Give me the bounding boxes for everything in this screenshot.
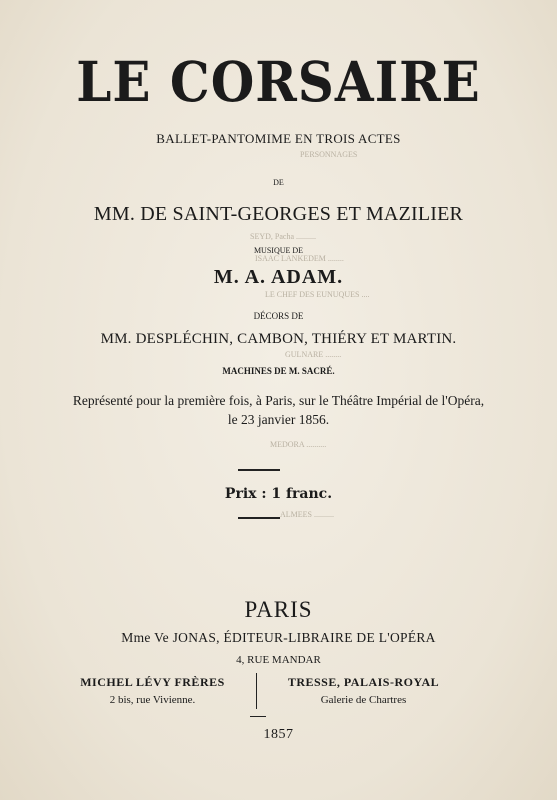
left-bookseller: [70, 675, 235, 706]
divider-top: [238, 469, 280, 471]
composer: M. A. ADAM.: [213, 266, 344, 288]
performance-line-2: le 23 janvier 1856.: [227, 412, 330, 427]
show-through-text: LE CHEF DES EUNUQUES ....: [265, 290, 370, 299]
show-through-text: GULNARE ........: [285, 350, 342, 359]
subtitle: BALLET-PANTOMIME EN TROIS ACTES: [156, 131, 401, 146]
decor-label: DÉCORS DE: [253, 311, 304, 321]
designers: MM. DESPLÉCHIN, CAMBON, THIÉRY ET MARTIN.: [100, 331, 457, 347]
de-label: DE: [273, 178, 284, 187]
performance-line-1: Représenté pour la première fois, à Paris, sur le Théâtre Impérial de l'Opéra,: [72, 393, 485, 408]
right-bookseller: [276, 675, 451, 706]
price: Prix : 1 franc.: [224, 486, 333, 502]
music-label: MUSIQUE DE: [253, 246, 304, 255]
show-through-text: SEYD, Pacha ..........: [250, 232, 316, 241]
show-through-text: MEDORA ..........: [270, 440, 327, 449]
publisher: Mme Ve JONAS, ÉDITEUR-LIBRAIRE DE L'OPÉRA: [121, 630, 436, 645]
city: PARIS: [244, 597, 313, 622]
show-through-text: PERSONNAGES: [300, 150, 358, 159]
authors: MM. DE SAINT-GEORGES ET MAZILIER: [93, 203, 464, 225]
column-divider: [256, 673, 257, 709]
page-title: LE CORSAIRE: [76, 49, 481, 114]
show-through-text: ALMEES ..........: [280, 510, 334, 519]
show-through-text: ISAAC LANKEDEM ........: [255, 254, 344, 263]
left-bookseller-name: MICHEL LÉVY FRÈRES: [80, 675, 225, 689]
right-bookseller-address: Galerie de Chartres: [320, 694, 407, 706]
publisher-address: 4, RUE MANDAR: [236, 654, 321, 666]
year-divider: [250, 716, 266, 717]
left-bookseller-address: 2 bis, rue Vivienne.: [109, 694, 196, 706]
machines-credit: MACHINES DE M. SACRÉ.: [222, 366, 335, 376]
divider-bottom: [238, 517, 280, 519]
publication-year: 1857: [263, 727, 294, 742]
right-bookseller-name: TRESSE, PALAIS-ROYAL: [287, 675, 440, 689]
